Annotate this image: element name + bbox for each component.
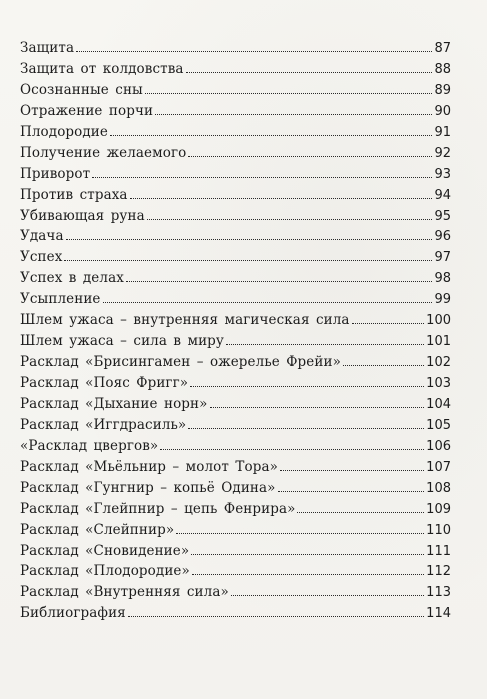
- dot-leader: [210, 407, 425, 408]
- toc-entry: [20, 226, 451, 247]
- dot-leader: [92, 177, 432, 178]
- dot-leader: [191, 554, 424, 555]
- dot-leader: [278, 491, 425, 492]
- toc-entry-page-number: 105: [426, 417, 451, 433]
- toc-entry-page-number: 114: [426, 606, 451, 622]
- toc-entry-title: Плодородие: [20, 123, 108, 140]
- toc-entry-page-number: 102: [426, 355, 451, 371]
- toc-entry: [20, 415, 451, 436]
- toc-entry-title: Шлем ужаса – сила в миру: [20, 333, 224, 350]
- toc-entry-title: Расклад «Сновидение»: [20, 542, 190, 559]
- dot-leader: [145, 93, 433, 94]
- toc-entry: [20, 561, 451, 582]
- toc-entry-title: Усыпление: [20, 291, 101, 308]
- toc-entry-page-number: 100: [426, 313, 451, 329]
- toc-entry-page-number: 96: [434, 229, 451, 245]
- dot-leader: [280, 470, 424, 471]
- toc-entry: [20, 122, 451, 143]
- dot-leader: [126, 281, 433, 282]
- toc-entry-title: Удача: [20, 228, 64, 245]
- toc-entry-title: Расклад «Глейпнир – цепь Фенрира»: [20, 500, 296, 517]
- dot-leader: [226, 344, 424, 345]
- toc-entry: [20, 59, 451, 80]
- toc-entry-title: Библиография: [20, 605, 126, 622]
- dot-leader: [160, 449, 424, 450]
- toc-entry-page-number: 110: [426, 522, 451, 538]
- toc-entry: [20, 541, 451, 562]
- toc-entry-page-number: 99: [434, 292, 451, 308]
- toc-entry-page-number: 113: [426, 585, 451, 601]
- dot-leader: [110, 135, 432, 136]
- toc-entry-page-number: 93: [434, 166, 451, 182]
- toc-entry-page-number: 101: [426, 334, 451, 350]
- toc-entry-title: Расклад «Дыхание норн»: [20, 395, 208, 412]
- toc-entry: [20, 520, 451, 541]
- dot-leader: [64, 260, 432, 261]
- dot-leader: [190, 386, 424, 387]
- toc-entry-title: Расклад «Брисингамен – ожерелье Фрейи»: [20, 354, 341, 371]
- toc-entry-title: Против страха: [20, 186, 128, 203]
- toc-entry: [20, 310, 451, 331]
- toc-entry-page-number: 112: [426, 564, 451, 580]
- toc-entry-page-number: 92: [434, 145, 451, 161]
- toc-entry-title: Осознанные сны: [20, 81, 143, 98]
- dot-leader: [188, 156, 432, 157]
- toc-entry-page-number: 104: [426, 396, 451, 412]
- toc-entry-page-number: 97: [434, 250, 451, 266]
- toc-entry-title: Расклад «Внутренняя сила»: [20, 584, 229, 601]
- toc-entry: [20, 331, 451, 352]
- toc-entry-title: Отражение порчи: [20, 102, 154, 119]
- toc-entry: [20, 394, 451, 415]
- toc-entry-page-number: 91: [434, 124, 451, 140]
- toc-entry: [20, 101, 451, 122]
- dot-leader: [66, 239, 433, 240]
- toc-entry-title: Успех: [20, 249, 63, 266]
- toc-entry-page-number: 87: [434, 41, 451, 56]
- toc-entry-page-number: 109: [426, 501, 451, 517]
- toc-entry-page-number: 103: [426, 376, 451, 391]
- toc-entry: [20, 478, 451, 499]
- toc-entry-title: Расклад «Пояс Фригг»: [20, 375, 189, 391]
- toc-entry: [20, 582, 451, 603]
- toc-entry-page-number: 89: [434, 82, 451, 98]
- toc-entry: [20, 185, 451, 206]
- toc-entry-title: Убивающая руна: [20, 207, 145, 224]
- toc-entry: [20, 603, 451, 624]
- toc-entry: [20, 206, 451, 227]
- toc-entry-title: Расклад «Гунгнир – копьё Одина»: [20, 479, 276, 496]
- toc-entry-title: Успех в делах: [20, 270, 124, 287]
- toc-entry: [20, 80, 451, 101]
- toc-entry: [20, 436, 451, 457]
- toc-entry-page-number: 90: [434, 103, 451, 119]
- dot-leader: [128, 616, 424, 617]
- dot-leader: [155, 114, 432, 115]
- dot-leader: [76, 51, 432, 52]
- dot-leader: [192, 574, 424, 575]
- toc-entry: [20, 457, 451, 478]
- toc-entry: [20, 38, 451, 59]
- toc-entry: [20, 373, 451, 394]
- table-of-contents: [20, 38, 451, 624]
- toc-entry-title: Получение желаемого: [20, 144, 187, 161]
- dot-leader: [103, 302, 433, 303]
- toc-entry-title: Расклад «Слейпнир»: [20, 521, 175, 538]
- dot-leader: [231, 595, 424, 596]
- toc-entry-page-number: 108: [426, 480, 451, 496]
- dot-leader: [343, 365, 424, 366]
- toc-entry-title: «Расклад цвергов»: [20, 437, 159, 454]
- toc-entry: [20, 352, 451, 373]
- toc-entry-page-number: 111: [426, 543, 451, 559]
- toc-entry-page-number: 107: [426, 459, 451, 475]
- toc-entry-title: Защита: [20, 40, 75, 56]
- dot-leader: [147, 219, 433, 220]
- toc-entry-page-number: 95: [434, 208, 451, 224]
- toc-entry-page-number: 94: [434, 187, 451, 203]
- toc-entry: [20, 247, 451, 268]
- toc-entry-title: Расклад «Мьёльнир – молот Тора»: [20, 458, 278, 475]
- dot-leader: [130, 198, 433, 199]
- dot-leader: [176, 533, 424, 534]
- toc-entry-title: Расклад «Плодородие»: [20, 563, 190, 580]
- toc-entry: [20, 499, 451, 520]
- dot-leader: [186, 72, 433, 73]
- toc-entry: [20, 289, 451, 310]
- toc-entry-title: Приворот: [20, 165, 91, 182]
- toc-entry-title: Защита от колдовства: [20, 60, 184, 77]
- toc-entry-page-number: 106: [426, 438, 451, 454]
- toc-entry: [20, 268, 451, 289]
- toc-entry-title: Расклад «Иггдрасиль»: [20, 416, 187, 433]
- dot-leader: [352, 323, 425, 324]
- toc-entry-title: Шлем ужаса – внутренняя магическая сила: [20, 312, 350, 329]
- toc-entry-page-number: 88: [434, 61, 451, 77]
- dot-leader: [297, 512, 424, 513]
- toc-entry-page-number: 98: [434, 271, 451, 287]
- toc-entry: [20, 143, 451, 164]
- dot-leader: [188, 428, 424, 429]
- toc-entry: [20, 164, 451, 185]
